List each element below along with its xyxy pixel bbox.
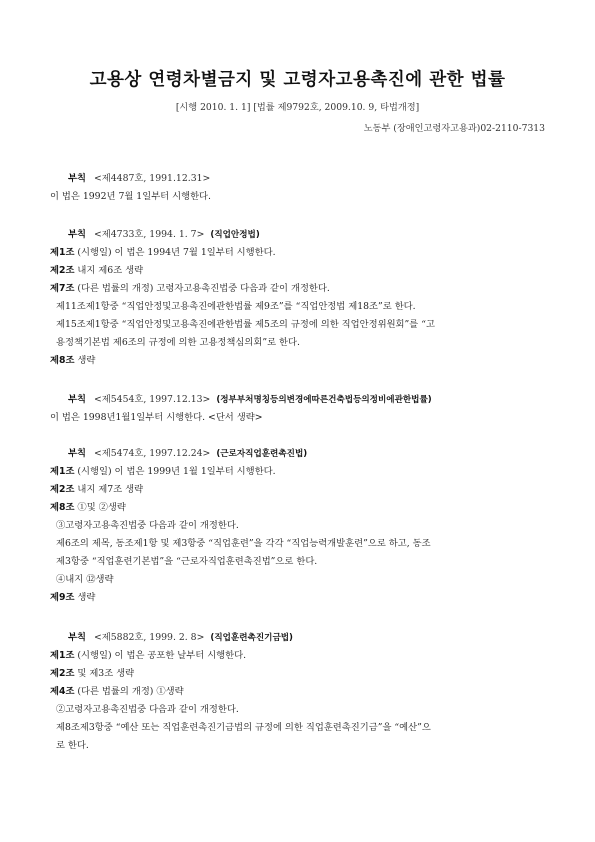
addendum-number: <제5474호, 1997.12.24>	[93, 448, 211, 459]
addendum-number: <제5454호, 1997.12.13>	[93, 394, 211, 405]
addendum-section	[50, 445, 550, 607]
article-number: 제9조	[50, 592, 75, 603]
addendum-heading	[50, 445, 550, 463]
addendum-law-name: (정부부처명칭등의변경에따른건축법등의정비에관한법률)	[216, 395, 432, 405]
addendum-law-name: (직업안정법)	[210, 230, 260, 240]
article-line: 제2조 및 제3조 생략	[50, 668, 135, 679]
article-body-line: 제8조제3항중 “예산 또는 직업훈련촉진기금법의 규정에 의한 직업훈련촉진기금”을 “예산”으	[56, 722, 431, 733]
addendum-section	[50, 226, 550, 370]
addendum-law-name: (근로자직업훈련촉진법)	[216, 449, 308, 459]
addendum-section	[50, 629, 550, 755]
article-body-line: 로 한다.	[56, 740, 89, 751]
article-number: 제1조	[50, 247, 75, 258]
article-number: 제2조	[50, 484, 75, 495]
addendum-heading	[50, 226, 550, 244]
addendum-label: 부칙	[68, 173, 86, 184]
addendum-line: 이 법은 1992년 7월 1일부터 시행한다.	[50, 191, 211, 202]
article-line: 제7조 (다른 법률의 개정) 고령자고용촉진법중 다음과 같이 개정한다.	[50, 283, 330, 294]
article-line: 제2조 내지 제6조 생략	[50, 265, 144, 276]
article-body-line: ②고령자고용촉진법중 다음과 같이 개정한다.	[56, 704, 239, 715]
article-line: 제1조 (시행일) 이 법은 1999년 1월 1일부터 시행한다.	[50, 466, 276, 477]
article-number: 제4조	[50, 686, 75, 697]
article-line: 제1조 (시행일) 이 법은 1994년 7월 1일부터 시행한다.	[50, 247, 276, 258]
addendum-section	[50, 170, 550, 206]
article-line: 제8조 생략	[50, 355, 96, 366]
addendum-heading	[50, 629, 550, 647]
addendum-label: 부칙	[68, 394, 86, 405]
article-body-line: 용정책기본법 제6조의 규정에 의한 고용정책심의회”로 한다.	[56, 337, 300, 348]
enforcement-info: [시행 2010. 1. 1] [법률 제9792호, 2009.10. 9, 타법개정]	[175, 102, 420, 113]
article-line: 제9조 생략	[50, 592, 96, 603]
article-number: 제1조	[50, 650, 75, 661]
article-number: 제8조	[50, 355, 75, 366]
article-line: 제4조 (다른 법률의 개정) ①생략	[50, 686, 184, 697]
article-number: 제2조	[50, 265, 75, 276]
article-body-line: 제3항중 “직업훈련기본법”을 “근로자직업훈련촉진법”으로 한다.	[56, 556, 318, 567]
addendum-heading	[50, 391, 550, 409]
article-number: 제1조	[50, 466, 75, 477]
article-body-line: ④내지 ⑫생략	[56, 574, 114, 585]
addendum-heading	[50, 170, 550, 188]
document-title: 고용상 연령차별금지 및 고령자고용촉진에 관한 법률	[89, 70, 506, 90]
addendum-line: 이 법은 1998년1월1일부터 시행한다. <단서 생략>	[50, 412, 263, 423]
article-body-line: 제11조제1항중 “직업안정및고용촉진에관한법률 제9조”를 “직업안정법 제18조”로 한다.	[56, 301, 416, 312]
article-line: 제2조 내지 제7조 생략	[50, 484, 144, 495]
addendum-label: 부칙	[68, 448, 86, 459]
article-body-line: ③고령자고용촉진법중 다음과 같이 개정한다.	[56, 520, 239, 531]
article-body-line: 제15조제1항중 “직업안정및고용촉진에관한법률 제5조의 규정에 의한 직업안정위원회”를 “고	[56, 319, 435, 330]
article-line: 제8조 ①및 ②생략	[50, 502, 126, 513]
addendum-number: <제5882호, 1999. 2. 8>	[93, 632, 205, 643]
article-number: 제7조	[50, 283, 75, 294]
article-body-line: 제6조의 제목, 동조제1항 및 제3항중 “직업훈련”을 각각 “직업능력개발훈련”으로 하고, 동조	[56, 538, 431, 549]
addendum-label: 부칙	[68, 229, 86, 240]
addendum-section	[50, 391, 550, 427]
addendum-number: <제4733호, 1994. 1. 7>	[93, 229, 205, 240]
article-line: 제1조 (시행일) 이 법은 공포한 날부터 시행한다.	[50, 650, 247, 661]
ministry-contact: 노동부 (장애인고령자고용과)02-2110-7313	[363, 123, 545, 134]
addendum-label: 부칙	[68, 632, 86, 643]
article-number: 제8조	[50, 502, 75, 513]
addendum-law-name: (직업훈련촉진기금법)	[210, 633, 293, 643]
article-number: 제2조	[50, 668, 75, 679]
addendum-number: <제4487호, 1991.12.31>	[93, 173, 211, 184]
